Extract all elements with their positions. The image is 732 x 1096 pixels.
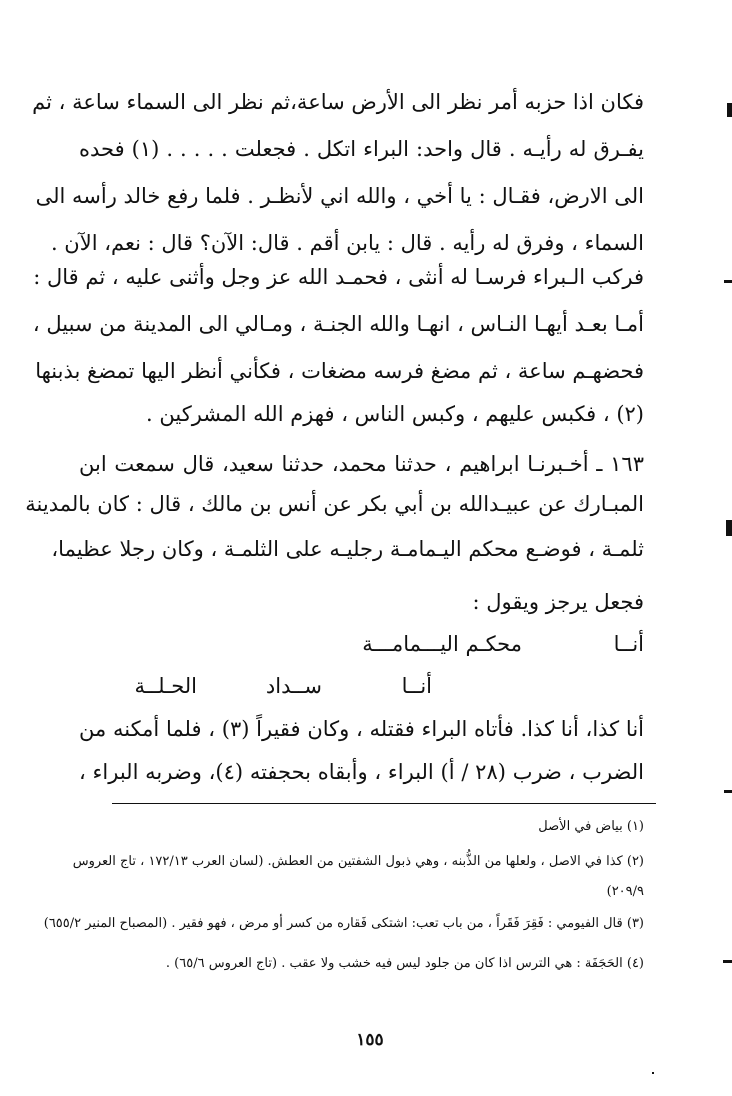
margin-mark-3 [726,520,732,536]
body-line-2: يفـرق له رأيـه . قال واحد: البراء اتكل . فجعلت . . . . . (١) فحده [79,137,644,161]
footnote-2: (٢) كذا في الاصل ، ولعلها من الذُّبنه ، وهي ذبول الشفتين من العطش. (لسان العرب ١٧٢/١٣ ، تاج العروس [72,854,644,869]
poem-verse-2-mid: ســداد [265,674,322,698]
footnote-2-continuation: ٢٠٩/٩) [606,884,644,899]
margin-mark-4 [724,790,732,793]
body-line-12: فجعل يرجز ويقول : [472,590,644,614]
footnote-1: (١) بياض في الأصل [538,819,644,834]
footnote-separator [112,803,656,804]
body-line-10: المبـارك عن عبيـدالله بن أبي بكر عن أنس بن مالك ، قال : كان بالمدينة [25,492,644,516]
margin-mark-2 [724,280,732,283]
body-line-9: ١٦٣ ـ أخـبرنـا ابراهيم ، حدثنا محمد، حدثنا سعيد، قال سمعت ابن [79,452,644,476]
body-line-14: الضرب ، ضرب (٢٨ / أ) البراء ، وأبقاه بحجفته (٤)، وضربه البراء ، [79,760,644,784]
body-line-11: ثلمـة ، فوضـع محكم اليـمامـة رجليـه على الثلمـة ، وكان رجلا عظيما، [51,537,644,561]
page-number: ١٥٥ [356,1030,384,1050]
footnote-3: (٣) قال الفيومي : فَقِرَ فَقَراً ، من باب تعب: اشتكى فَقاره من كسر أو مرض ، فهو فقير . (المصباح المنير ٦٥٥/٢) [43,916,644,931]
poem-verse-2-left: الحـلــة [134,674,197,698]
body-line-5: فركب الـبراء فرسـا له أنثى ، فحمـد الله عز وجل وأثنى عليه ، ثم قال : [33,265,644,289]
poem-verse-2-right: أنــا [401,674,432,698]
body-line-3: الى الارض، فقـال : يا أخي ، والله اني لأنظـر . فلما رفع خالد رأسه الى [35,184,644,208]
body-line-4: السماء ، وفرق له رأيه . قال : يابن أقم . قال: الآن؟ قال : نعم، الآن . [50,231,644,255]
body-line-7: فحضهـم ساعة ، ثم مضغ فرسه مضغات ، فكأني أنظر اليها تمضغ بذبنها [35,359,644,383]
poem-verse-1-right: أنــا [613,632,644,656]
body-line-1: فكان اذا حزبه أمر نظر الى الأرض ساعة،ثم نظر الى السماء ساعة ، ثم [32,90,644,114]
margin-mark-1 [727,103,732,117]
scan-speck [652,1072,654,1074]
margin-mark-5 [723,960,732,963]
body-line-8: (٢) ، فكبس عليهم ، وكبس الناس ، فهزم الله المشركين . [146,402,644,426]
footnote-4: (٤) الحَجَفَة : هي الترس اذا كان من جلود ليس فيه خشب ولا عقب . (تاج العروس ٦٥/٦) . [165,956,644,971]
body-line-13: أنا كذا، أنا كذا. فأتاه البراء فقتله ، وكان فقيراً (٣) ، فلما أمكنه من [79,717,644,741]
poem-verse-1-left: محكـم اليـــمامـــة [362,632,522,656]
body-line-6: أمـا بعـد أيهـا النـاس ، انهـا والله الجنـة ، ومـالي الى المدينة من سبيل ، [32,312,644,336]
